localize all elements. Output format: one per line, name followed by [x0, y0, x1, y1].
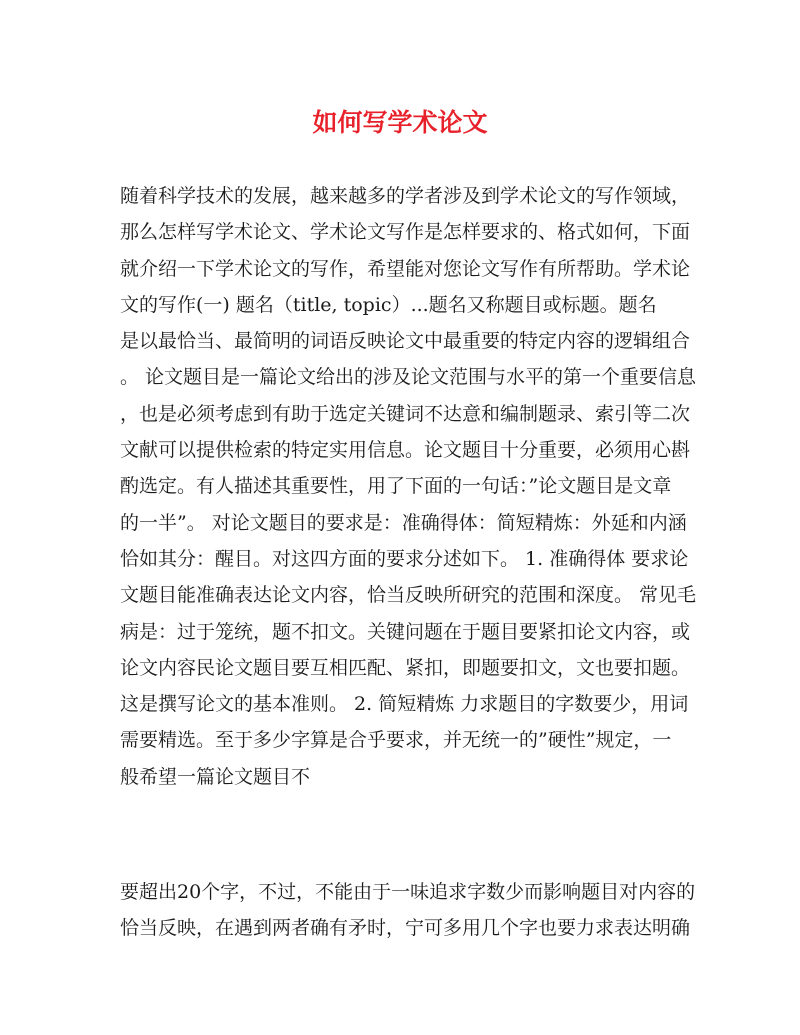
text-line: 需要精选。至于多少字算是合乎要求，并无统一的”硬性”规定，一 [120, 729, 672, 752]
text-line: 那么怎样写学术论文、学术论文写作是怎样要求的、格式如何，下面 [120, 221, 691, 244]
body-paragraph-1 [120, 178, 697, 795]
text-line: 般希望一篇论文题目不 [120, 765, 311, 788]
text-line: 文的写作(一) 题名（title, topic）...题名又称题目或标题。题名 [120, 293, 657, 316]
text-line: 要超出20个字，不过，不能由于一味追求字数少而影响题目对内容的 [120, 881, 696, 903]
text-line: 恰如其分：醒目。对这四方面的要求分述如下。 1. 准确得体 要求论 [120, 547, 689, 570]
text-line: 酌选定。有人描述其重要性，用了下面的一句话：”论文题目是文章 [120, 475, 672, 498]
text-line: 病是：过于笼统，题不扣文。关键问题在于题目要紧扣论文内容，或 [120, 620, 691, 643]
body-paragraph-2 [120, 874, 696, 947]
text-line: 。 论文题目是一篇论文给出的涉及论文范围与水平的第一个重要信息 [120, 366, 697, 389]
text-line: 文献可以提供检索的特定实用信息。论文题目十分重要，必须用心斟 [120, 439, 691, 462]
text-line: 是以最恰当、最简明的词语反映论文中最重要的特定内容的逻辑组合 [120, 330, 691, 353]
text-line: 就介绍一下学术论文的写作，希望能对您论文写作有所帮助。学术论 [120, 257, 691, 280]
document-title: 如何写学术论文 [312, 108, 488, 137]
text-line: 恰当反映，在遇到两者确有矛时，宁可多用几个字也要力求表达明确 [120, 917, 691, 940]
text-line: 这是撰写论文的基本准则。 2. 简短精炼 力求题目的字数要少，用词 [120, 693, 689, 716]
text-line: 的一半”。 对论文题目的要求是：准确得体：简短精炼：外延和内涵 [120, 511, 687, 534]
text-line: 论文内容民论文题目要互相匹配、紧扣，即题要扣文，文也要扣题。 [120, 656, 691, 679]
text-line: 随着科学技术的发展，越来越多的学者涉及到学术论文的写作领域， [120, 185, 691, 207]
text-line: 文题目能准确表达论文内容，恰当反映所研究的范围和深度。 常见毛 [120, 584, 697, 607]
text-line: ，也是必须考虑到有助于选定关键词不达意和编制题录、索引等二次 [120, 402, 691, 425]
